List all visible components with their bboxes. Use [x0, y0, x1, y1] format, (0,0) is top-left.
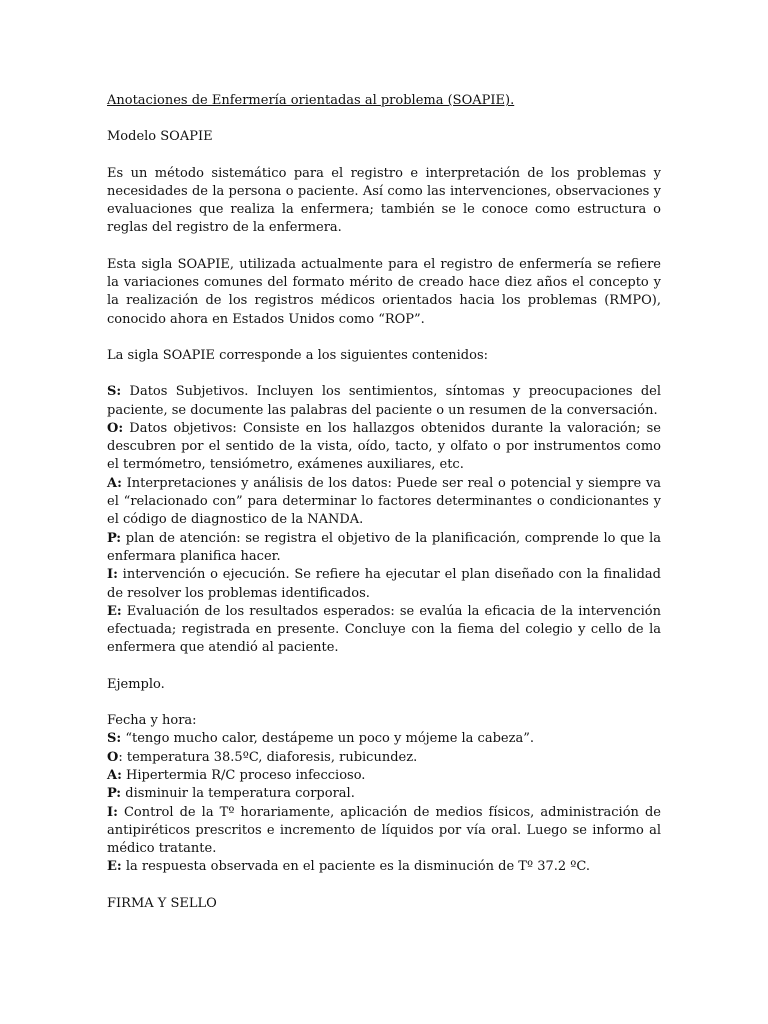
example-block — [107, 712, 661, 877]
definition-text: plan de atención: se registra el objetivo de la planificación, comprende lo que la enfermara planifica hacer. — [107, 530, 661, 564]
example-item — [107, 767, 661, 785]
definition-key: S: — [107, 384, 122, 400]
example-text: : temperatura 38.5ºC, diaforesis, rubicundez. — [118, 749, 418, 765]
example-item — [107, 858, 661, 876]
example-item — [107, 804, 661, 859]
example-item — [107, 730, 661, 748]
example-text: Hipertermia R/C proceso infeccioso. — [121, 767, 366, 783]
definition-item — [107, 566, 661, 603]
example-heading: Ejemplo. — [107, 676, 165, 692]
signature-line: FIRMA Y SELLO — [107, 895, 217, 911]
example-key: P: — [107, 786, 122, 802]
example-key: S: — [107, 731, 122, 747]
document-title: Anotaciones de Enfermería orientadas al problema (SOAPIE). — [107, 93, 515, 108]
definition-text: Datos objetivos: Consiste en los hallazgos obtenidos durante la valoración; se descubren por el sentido de la vista, oído, tacto, y olfato o por instrumentos como el termómetro, tensiómetro, exámenes auxiliares, etc. — [107, 420, 661, 473]
definition-text: Datos Subjetivos. Incluyen los sentimientos, síntomas y preocupaciones del paciente, se documente las palabras del paciente o un resumen de la conversación. — [107, 384, 661, 418]
definition-key: O: — [107, 420, 124, 436]
example-item — [107, 749, 661, 767]
definition-item — [107, 475, 661, 530]
definition-key: E: — [107, 603, 122, 619]
definition-item — [107, 383, 661, 420]
example-key: E: — [107, 859, 122, 875]
example-text: la respuesta observada en el paciente es la disminución de Tº 37.2 ºC. — [121, 859, 591, 875]
example-item — [107, 785, 661, 803]
date-label: Fecha y hora: — [107, 713, 197, 729]
example-key: O — [107, 749, 119, 765]
example-text: Control de la Tº horariamente, aplicación de medios físicos, administración de antipiréticos prescritos e incremento de líquidos por vía oral. Luego se informo al médico tratante. — [107, 804, 661, 857]
example-text: disminuir la temperatura corporal. — [121, 786, 355, 802]
definition-item — [107, 603, 661, 658]
example-key: A: — [107, 767, 122, 783]
paragraph-definition: Es un método sistemático para el registro e interpretación de los problemas y necesidades de la persona o paciente. Así como las intervenciones, observaciones y evaluaciones que realiza la enfermera; también se le conoce como estructura o reglas del registro de la enfermera. — [107, 165, 661, 236]
definition-key: I: — [107, 567, 118, 583]
definition-key: P: — [107, 530, 122, 546]
definition-text: intervención o ejecución. Se refiere ha ejecutar el plan diseñado con la finalidad de resolver los problemas identificados. — [107, 567, 661, 601]
definition-key: A: — [107, 475, 122, 491]
example-text: “tengo mucho calor, destápeme un poco y mójeme la cabeza”. — [121, 731, 534, 747]
paragraph-history: Esta sigla SOAPIE, utilizada actualmente para el registro de enfermería se refiere la variaciones comunes del formato mérito de creado hace diez años el concepto y la realización de los registros médicos orientados hacia los problemas (RMPO), conocido ahora en Estados Unidos como “ROP”. — [107, 256, 661, 327]
definition-item — [107, 530, 661, 567]
document-body — [107, 92, 661, 913]
definition-item — [107, 420, 661, 475]
definition-text: Evaluación de los resultados esperados: se evalúa la eficacia de la intervención efectuada; registrada en presente. Concluye con la fiema del colegio y cello de la enfermera que atendió al paciente. — [107, 603, 661, 656]
example-key: I: — [107, 804, 118, 820]
list-intro: La sigla SOAPIE corresponde a los siguientes contenidos: — [107, 347, 488, 363]
definition-list — [107, 383, 661, 657]
definition-text: Interpretaciones y análisis de los datos: Puede ser real o potencial y siempre va el “relacionado con” para determinar lo factores determinantes o condicionantes y el código de diagnostico de la NANDA. — [107, 475, 661, 528]
model-heading: Modelo SOAPIE — [107, 129, 213, 145]
